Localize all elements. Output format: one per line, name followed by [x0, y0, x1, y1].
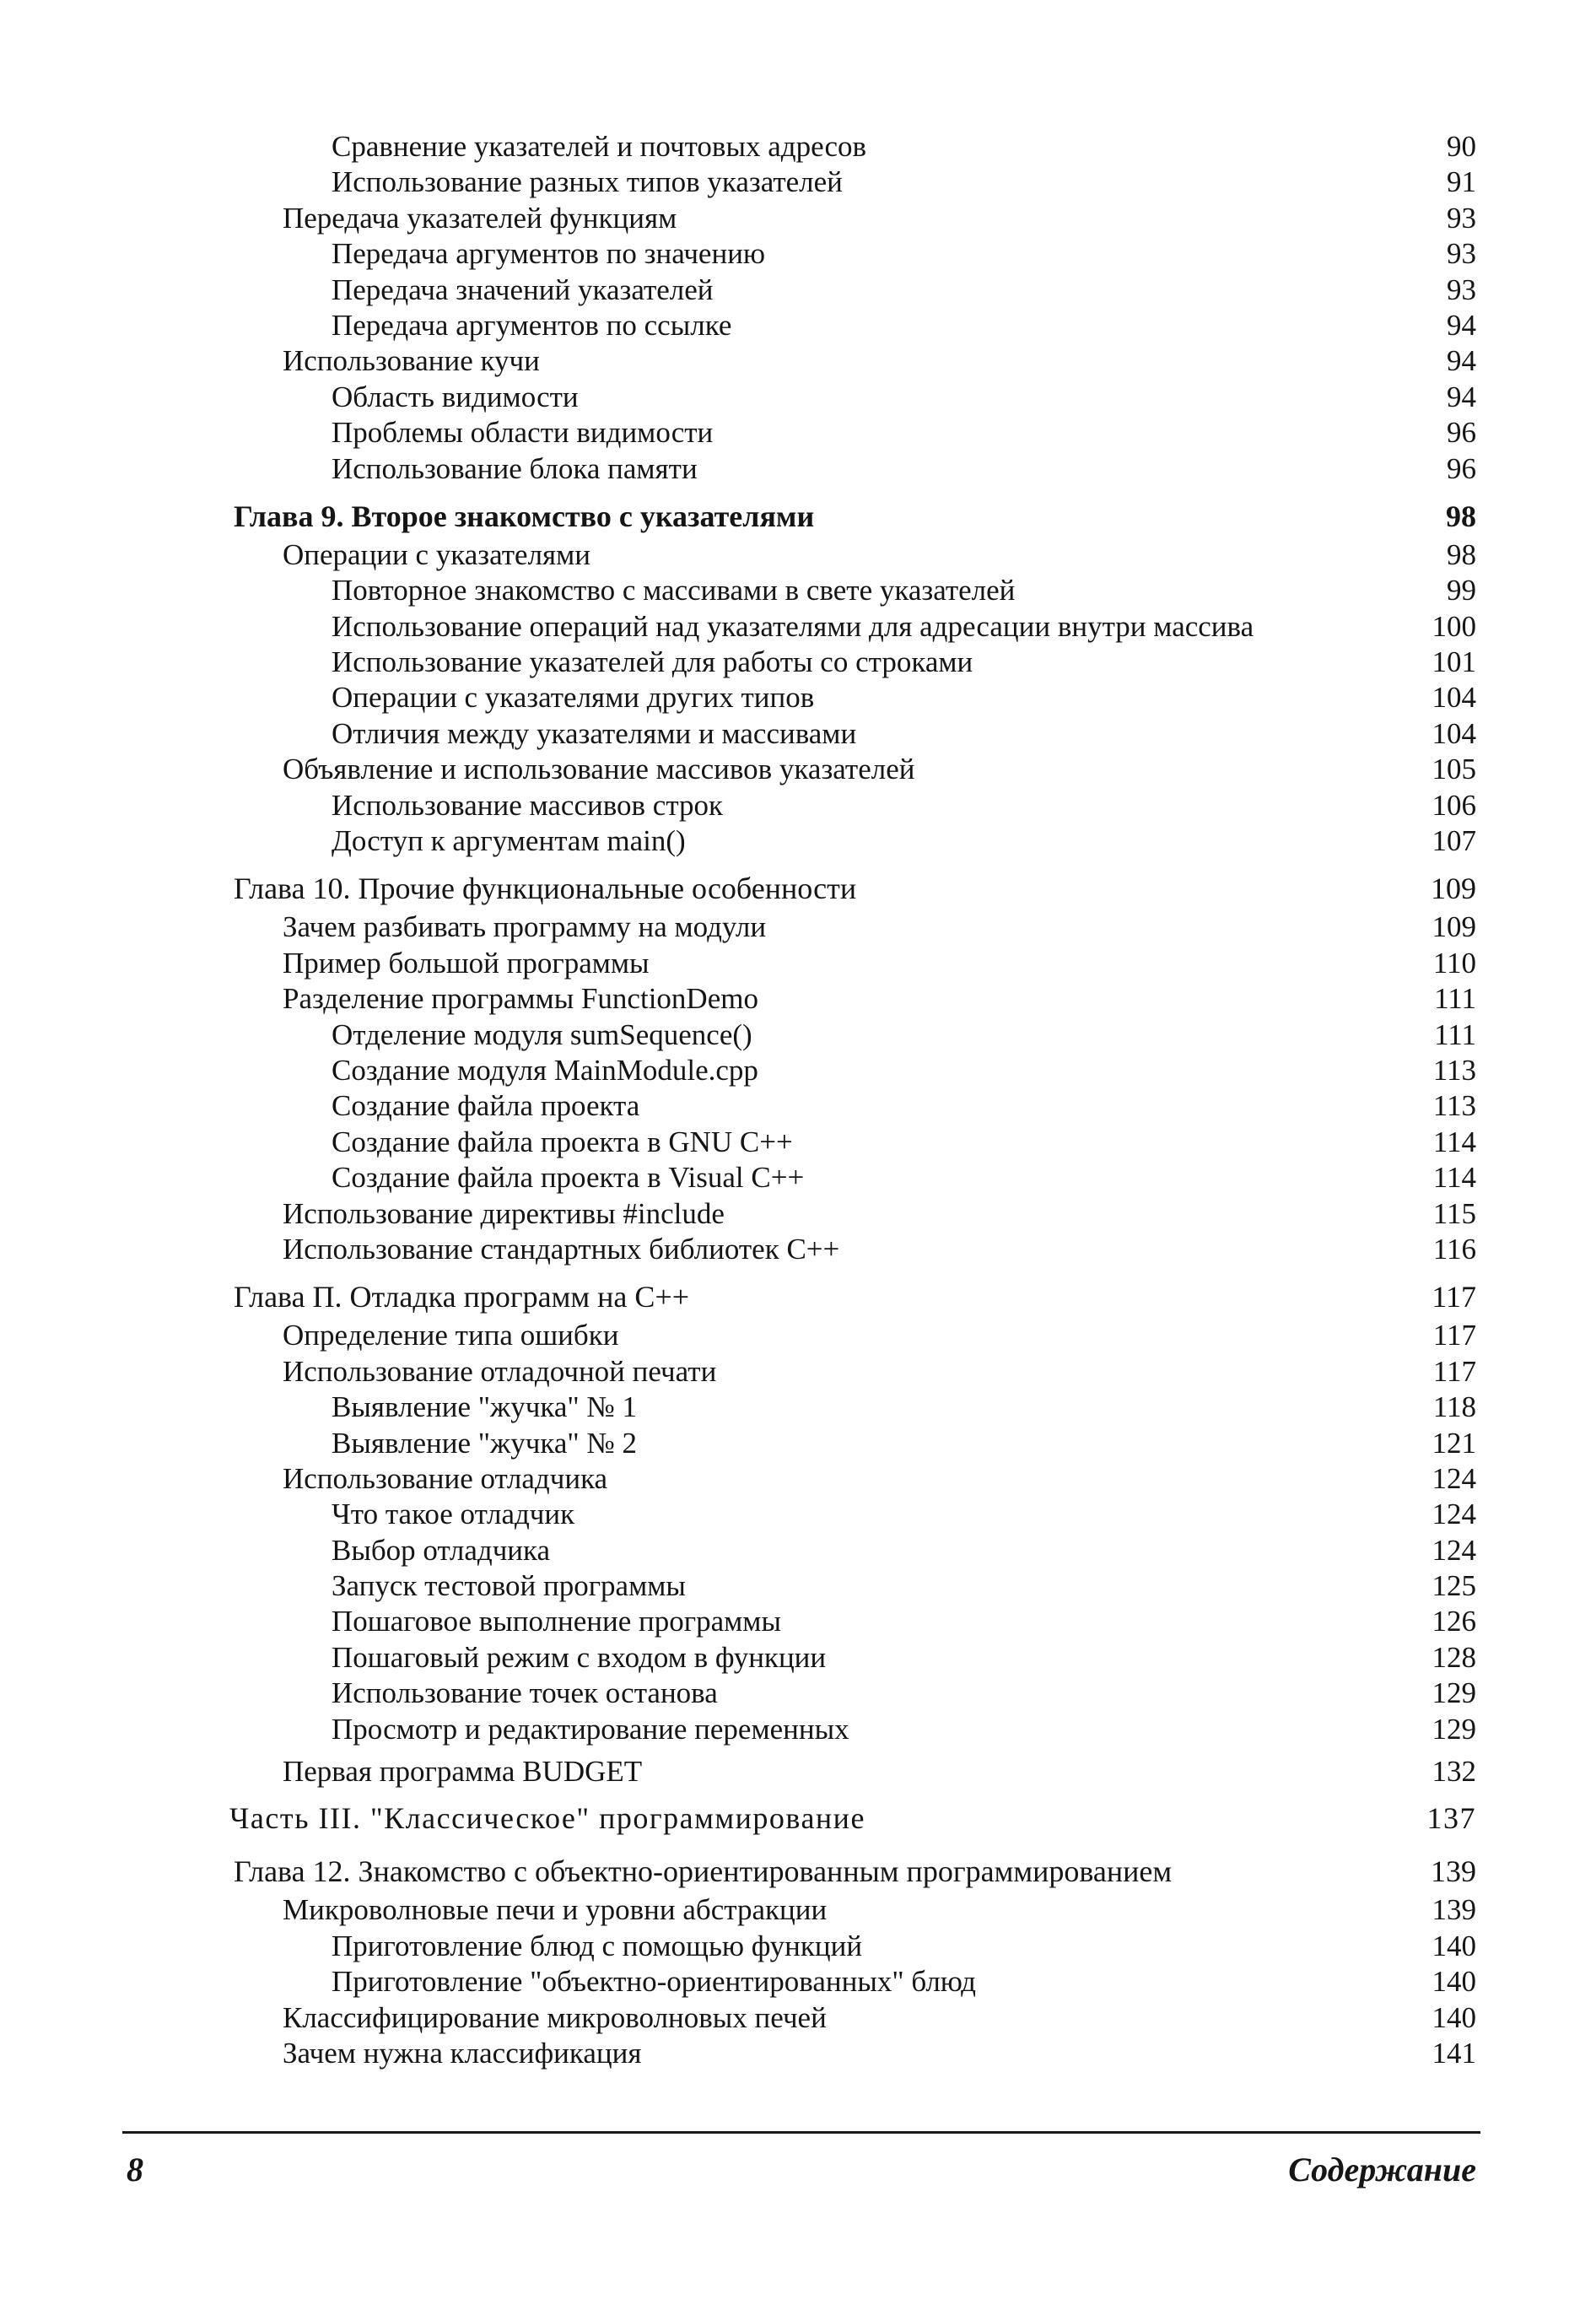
toc-chapter-entry: [0, 1850, 1596, 1892]
toc-chapter-entry: [0, 1276, 1596, 1318]
toc-entry-title: Приготовление "объектно-ориентированных" блюд: [332, 1965, 976, 1999]
toc-entry-title: Использование стандартных библиотек C++: [283, 1232, 840, 1266]
toc-entry-title: Пример большой программы: [283, 946, 650, 980]
toc-entry-page: 117: [1432, 1280, 1476, 1314]
toc-section-entry: [0, 752, 1596, 787]
toc-chapter-entry: [0, 867, 1596, 909]
toc-subsection-entry: [0, 716, 1596, 752]
toc-entry-page: 114: [1432, 1161, 1476, 1195]
toc-entry-page: 126: [1432, 1605, 1476, 1638]
toc-entry-title: Область видимости: [332, 380, 579, 413]
toc-entry-page: 129: [1432, 1676, 1476, 1710]
toc-subsection-entry: [0, 1929, 1596, 1964]
toc-entry-title: Глава 12. Знакомство с объектно-ориентированным программированием: [234, 1854, 1173, 1889]
toc-section-entry: [0, 343, 1596, 379]
toc-entry-page: 128: [1432, 1640, 1476, 1674]
toc-entry-title: Операции с указателями других типов: [332, 681, 815, 715]
toc-entry-page: 116: [1432, 1232, 1476, 1266]
toc-subsection-entry: [0, 1017, 1596, 1053]
toc-subsection-entry: [0, 1426, 1596, 1461]
toc-entry-page: 93: [1447, 237, 1476, 271]
toc-subsection-entry: [0, 788, 1596, 823]
toc-entry-title: Передача аргументов по ссылке: [332, 308, 732, 342]
toc-entry-page: 115: [1432, 1196, 1476, 1230]
toc-entry-page: 140: [1432, 2000, 1476, 2034]
toc-entry-title: Отделение модуля sumSequence(): [332, 1017, 752, 1051]
toc-entry-title: Определение типа ошибки: [283, 1319, 619, 1352]
toc-subsection-entry: [0, 1568, 1596, 1604]
toc-subsection-entry: [0, 1640, 1596, 1676]
toc-entry-page: 110: [1432, 946, 1476, 980]
toc-section-entry: [0, 981, 1596, 1017]
toc-entry-title: Зачем нужна классификация: [283, 2036, 642, 2070]
toc-section-entry: [0, 1354, 1596, 1390]
toc-section-entry: [0, 1318, 1596, 1353]
toc-subsection-entry: [0, 1088, 1596, 1124]
toc-entry-page: 124: [1432, 1498, 1476, 1531]
toc-entry-title: Использование точек останова: [332, 1676, 718, 1710]
toc-entry-page: 90: [1447, 130, 1476, 163]
toc-entry-title: Пошаговое выполнение программы: [332, 1605, 781, 1638]
toc-entry-page: 99: [1447, 574, 1476, 607]
footer-page-number: 8: [127, 2151, 143, 2189]
toc-subsection-entry: [0, 573, 1596, 608]
toc-section-entry: [0, 2000, 1596, 2036]
toc-entry-page: 96: [1447, 451, 1476, 485]
toc-entry-title: Передача значений указателей: [332, 273, 714, 306]
toc-entry-title: Глава 9. Второе знакомство с указателями: [234, 499, 815, 533]
toc-part-entry: [0, 1795, 1596, 1842]
toc-entry-title: Использование отладчика: [283, 1461, 608, 1495]
toc-entry-title: Классифицирование микроволновых печей: [283, 2000, 827, 2034]
toc-entry-title: Часть III. "Классическое" программирование: [229, 1801, 865, 1836]
toc-entry-page: 104: [1432, 681, 1476, 715]
toc-entry-title: Использование блока памяти: [332, 451, 698, 485]
toc-entry-page: 118: [1432, 1390, 1476, 1424]
toc-subsection-entry: [0, 415, 1596, 451]
table-of-contents: [0, 129, 1596, 2071]
toc-entry-title: Разделение программы FunctionDemo: [283, 982, 758, 1016]
toc-section-entry: [0, 1232, 1596, 1267]
toc-entry-title: Использование массивов строк: [332, 788, 724, 822]
toc-entry-page: 94: [1447, 344, 1476, 378]
toc-entry-page: 137: [1426, 1801, 1476, 1836]
toc-entry-title: Выявление "жучка" № 2: [332, 1426, 638, 1460]
toc-entry-title: Отличия между указателями и массивами: [332, 716, 857, 750]
toc-entry-page: 105: [1432, 753, 1476, 786]
toc-subsection-entry: [0, 451, 1596, 487]
toc-entry-page: 94: [1447, 308, 1476, 342]
toc-subsection-entry: [0, 645, 1596, 680]
toc-subsection-entry: [0, 1390, 1596, 1425]
toc-section-entry: [0, 2036, 1596, 2071]
toc-entry-page: 113: [1432, 1089, 1476, 1123]
toc-entry-page: 100: [1432, 609, 1476, 643]
toc-entry-page: 141: [1432, 2036, 1476, 2070]
toc-entry-title: Глава П. Отладка программ на C++: [234, 1280, 689, 1314]
toc-subsection-entry: [0, 1053, 1596, 1088]
toc-entry-title: Повторное знакомство с массивами в свете указателей: [332, 574, 1016, 607]
toc-section-entry: [0, 201, 1596, 236]
toc-entry-page: 98: [1446, 499, 1476, 533]
toc-entry-title: Создание модуля MainModule.cpp: [332, 1053, 758, 1087]
toc-entry-page: 111: [1434, 982, 1476, 1016]
toc-entry-page: 107: [1432, 824, 1476, 858]
toc-entry-title: Приготовление блюд с помощью функций: [332, 1929, 863, 1962]
toc-section-entry: [0, 537, 1596, 573]
toc-entry-page: 93: [1447, 201, 1476, 235]
toc-entry-title: Что такое отладчик: [332, 1498, 575, 1531]
toc-section-entry: [0, 1892, 1596, 1928]
toc-entry-title: Выявление "жучка" № 1: [332, 1390, 638, 1424]
toc-entry-page: 139: [1432, 1893, 1476, 1927]
toc-entry-page: 104: [1432, 716, 1476, 750]
toc-subsection-entry: [0, 1604, 1596, 1639]
toc-entry-title: Передача указателей функциям: [283, 201, 677, 235]
toc-subsection-entry: [0, 236, 1596, 272]
toc-entry-title: Пошаговый режим с входом в функции: [332, 1640, 827, 1674]
toc-subsection-entry: [0, 1125, 1596, 1160]
toc-entry-title: Просмотр и редактирование переменных: [332, 1712, 849, 1746]
toc-entry-page: 91: [1447, 165, 1476, 199]
toc-entry-page: 140: [1432, 1929, 1476, 1962]
toc-entry-title: Использование директивы #include: [283, 1196, 725, 1230]
toc-subsection-entry: [0, 680, 1596, 715]
toc-entry-page: 98: [1447, 537, 1476, 571]
footer-section-title: Содержание: [1288, 2151, 1476, 2189]
footer-divider: [122, 2131, 1480, 2134]
toc-entry-title: Использование разных типов указателей: [332, 165, 843, 199]
toc-entry-page: 132: [1432, 1755, 1476, 1789]
toc-entry-title: Использование кучи: [283, 344, 540, 378]
toc-subsection-entry: [0, 1533, 1596, 1568]
toc-entry-page: 129: [1432, 1712, 1476, 1746]
toc-entry-title: Запуск тестовой программы: [332, 1569, 686, 1603]
toc-subsection-entry: [0, 823, 1596, 859]
toc-entry-page: 117: [1432, 1319, 1476, 1352]
toc-entry-page: 121: [1432, 1426, 1476, 1460]
toc-subsection-entry: [0, 273, 1596, 308]
toc-entry-title: Использование отладочной печати: [283, 1354, 717, 1388]
toc-entry-title: Операции с указателями: [283, 537, 591, 571]
toc-subsection-entry: [0, 1160, 1596, 1195]
toc-entry-title: Глава 10. Прочие функциональные особенности: [234, 872, 857, 906]
toc-entry-title: Микроволновые печи и уровни абстракции: [283, 1893, 828, 1927]
toc-entry-title: Передача аргументов по значению: [332, 237, 766, 271]
toc-entry-title: Создание файла проекта в GNU C++: [332, 1125, 793, 1158]
toc-entry-page: 94: [1447, 380, 1476, 413]
toc-subsection-entry: [0, 1964, 1596, 2000]
toc-entry-page: 101: [1432, 645, 1476, 679]
toc-entry-page: 125: [1432, 1569, 1476, 1603]
toc-entry-title: Выбор отладчика: [332, 1533, 551, 1567]
toc-entry-title: Создание файла проекта в Visual C++: [332, 1161, 805, 1195]
toc-entry-page: 140: [1432, 1965, 1476, 1999]
toc-entry-title: Проблемы области видимости: [332, 416, 714, 450]
toc-subsection-entry: [0, 380, 1596, 415]
toc-entry-title: Сравнение указателей и почтовых адресов: [332, 130, 867, 163]
toc-subsection-entry: [0, 165, 1596, 200]
toc-entry-page: 139: [1431, 1854, 1476, 1889]
toc-chapter-entry: [0, 495, 1596, 537]
toc-entry-page: 93: [1447, 273, 1476, 306]
toc-entry-title: Зачем разбивать программу на модули: [283, 910, 767, 944]
toc-entry-page: 117: [1432, 1354, 1476, 1388]
toc-subsection-entry: [0, 129, 1596, 165]
toc-entry-title: Доступ к аргументам main(): [332, 824, 686, 858]
toc-entry-page: 109: [1431, 872, 1476, 906]
toc-section-entry: [0, 1754, 1596, 1789]
toc-section-entry: [0, 1461, 1596, 1497]
toc-entry-page: 113: [1432, 1053, 1476, 1087]
toc-entry-title: Использование операций над указателями для адресации внутри массива: [332, 609, 1254, 643]
toc-subsection-entry: [0, 308, 1596, 343]
toc-subsection-entry: [0, 1497, 1596, 1532]
toc-entry-page: 124: [1432, 1533, 1476, 1567]
toc-entry-title: Использование указателей для работы со строками: [332, 645, 973, 679]
toc-entry-page: 96: [1447, 416, 1476, 450]
toc-entry-page: 109: [1432, 910, 1476, 944]
toc-entry-page: 111: [1434, 1017, 1476, 1051]
toc-entry-title: Создание файла проекта: [332, 1089, 640, 1123]
toc-entry-page: 114: [1432, 1125, 1476, 1158]
toc-section-entry: [0, 946, 1596, 981]
toc-subsection-entry: [0, 1676, 1596, 1711]
toc-section-entry: [0, 909, 1596, 945]
toc-entry-title: Первая программа BUDGET: [283, 1755, 643, 1789]
toc-subsection-entry: [0, 609, 1596, 645]
toc-entry-page: 106: [1432, 788, 1476, 822]
toc-entry-page: 124: [1432, 1461, 1476, 1495]
toc-entry-title: Объявление и использование массивов указателей: [283, 753, 915, 786]
toc-section-entry: [0, 1196, 1596, 1232]
toc-subsection-entry: [0, 1712, 1596, 1747]
